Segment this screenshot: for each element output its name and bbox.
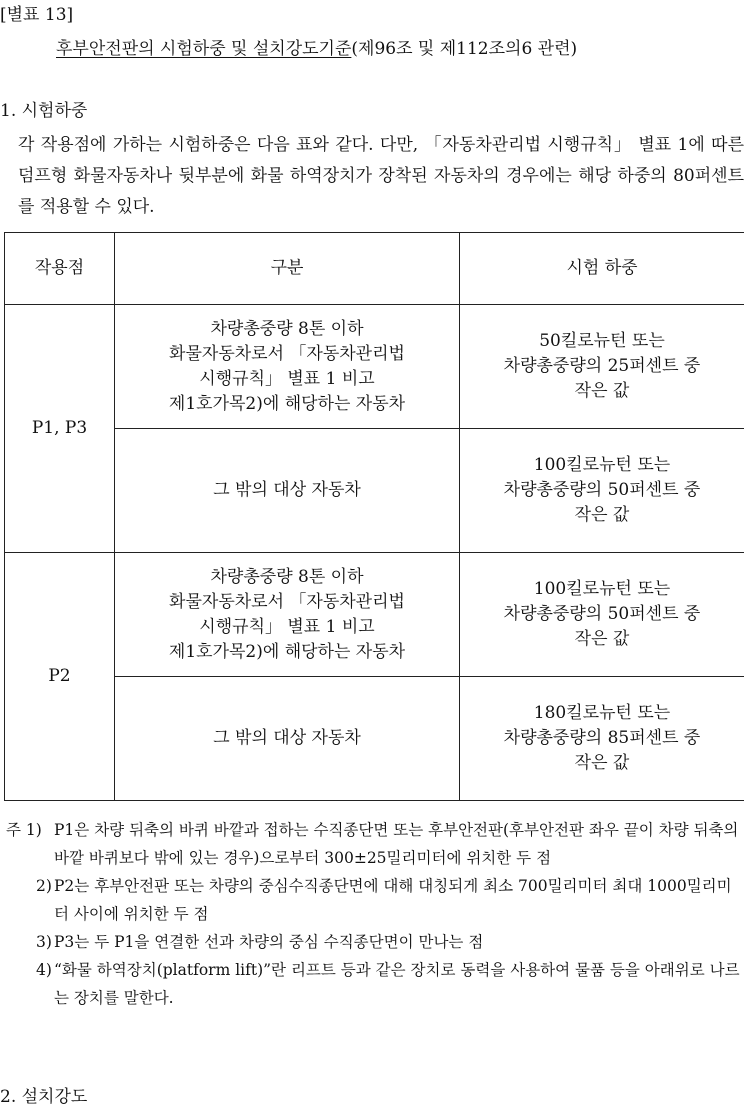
load-cell: 100킬로뉴턴 또는 차량총중량의 50퍼센트 중 작은 값 [460,429,744,553]
table-row [5,305,744,429]
section-2-heading: 2. 설치강도 [0,1082,87,1107]
category-cell: 그 밖의 대상 자동차 [115,677,460,801]
note-number: 4) [36,956,52,984]
title-reference: (제96조 및 제112조의6 관련) [351,39,577,59]
note-item [6,816,744,872]
document-title [56,34,577,59]
load-cell: 180킬로뉴턴 또는 차량총중량의 85퍼센트 중 작은 값 [460,677,744,801]
annex-label: [별표 13] [0,0,73,25]
point-cell: P1, P3 [5,305,115,553]
category-cell: 차량총중량 8톤 이하 화물자동차로서 「자동차관리법 시행규칙」 별표 1 비고 제1호가목2)에 해당하는 자동차 [115,553,460,677]
load-cell: 50킬로뉴턴 또는 차량총중량의 25퍼센트 중 작은 값 [460,305,744,429]
note-number: 2) [36,872,52,900]
note-item [6,956,744,1012]
header-point: 작용점 [5,233,115,305]
point-cell: P2 [5,553,115,801]
section-1-paragraph: 각 작용점에 가하는 시험하중은 다음 표와 같다. 다만, 「자동차관리법 시행규칙」 별표 1에 따른 덤프형 화물자동차나 뒷부분에 화물 하역장치가 장착된 자동차의 경우에는 해당 하중의 80퍼센트를 적용할 수 있다. [18,130,744,223]
category-cell: 그 밖의 대상 자동차 [115,429,460,553]
title-main: 후부안전판의 시험하중 및 설치강도기준 [56,39,351,59]
note-text: “화물 하역장치(platform lift)”란 리프트 등과 같은 장치로 동력을 사용하여 물품 등을 아래위로 나르는 장치를 말한다. [54,961,740,1007]
table-row [5,553,744,677]
header-load: 시험 하중 [460,233,744,305]
note-item [6,928,744,956]
note-item [6,872,744,928]
category-cell: 차량총중량 8톤 이하 화물자동차로서 「자동차관리법 시행규칙」 별표 1 비고 제1호가목2)에 해당하는 자동차 [115,305,460,429]
note-text: P2는 후부안전판 또는 차량의 중심수직종단면에 대해 대칭되게 최소 700밀리미터 최대 1000밀리미터 사이에 위치한 두 점 [54,877,732,923]
test-load-table [4,232,744,801]
note-number: 주 1) [6,816,42,844]
notes-list [6,816,744,1012]
table-row [5,429,744,553]
header-category: 구분 [115,233,460,305]
note-text: P3는 두 P1을 연결한 선과 차량의 중심 수직종단면이 만나는 점 [54,933,483,951]
note-text: P1은 차량 뒤축의 바퀴 바깥과 접하는 수직종단면 또는 후부안전판(후부안전판 좌우 끝이 차량 뒤축의 바깥 바퀴보다 밖에 있는 경우)으로부터 300±25밀리미터에 위치한 두 점 [54,821,738,867]
table-row [5,677,744,801]
table-header-row [5,233,744,305]
section-1-heading: 1. 시험하중 [0,96,87,121]
note-number: 3) [36,928,52,956]
load-cell: 100킬로뉴턴 또는 차량총중량의 50퍼센트 중 작은 값 [460,553,744,677]
